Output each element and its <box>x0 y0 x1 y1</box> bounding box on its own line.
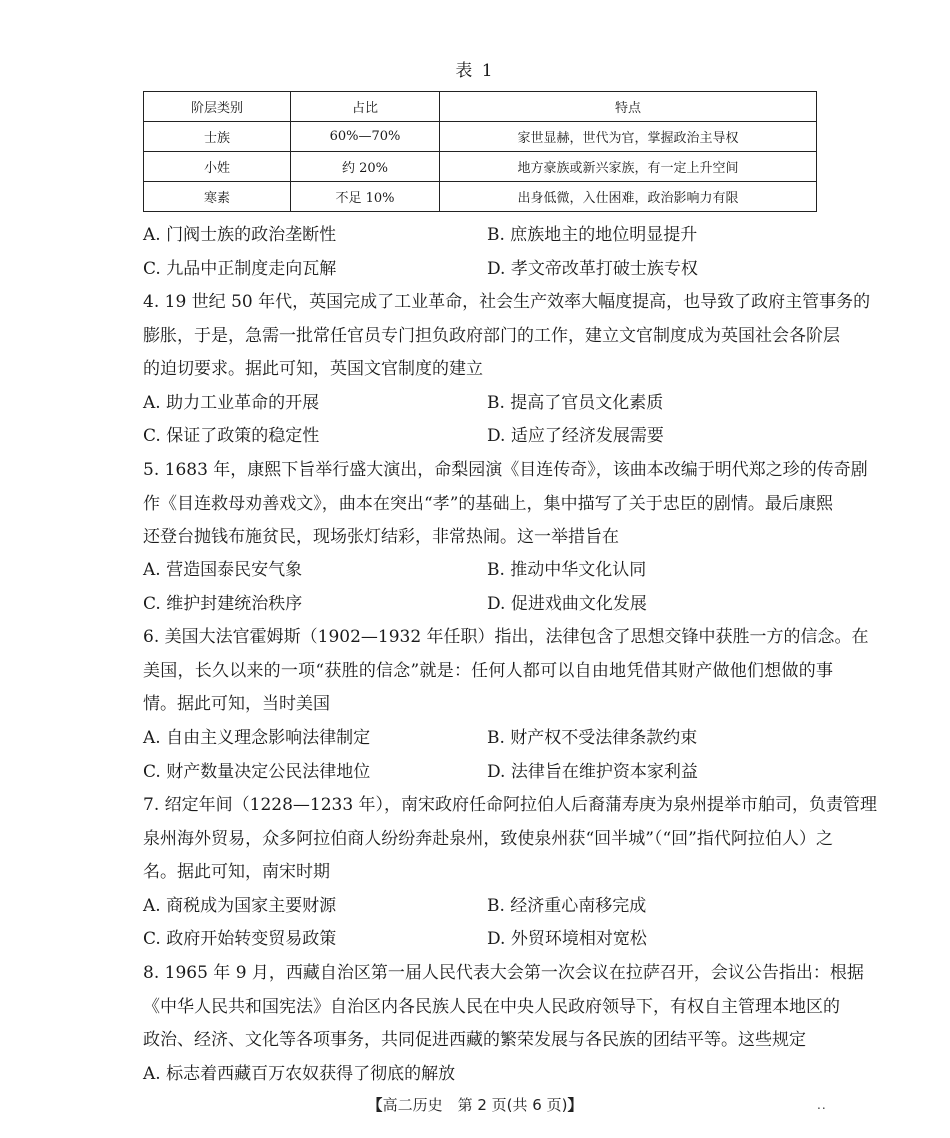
table-cell: 寒素 <box>144 182 291 212</box>
q6-option-c: C. 财产数量决定公民法律地位 <box>143 762 371 782</box>
stem-line: 作《目连救母劝善戏文》，曲本在突出“孝”的基础上，集中描写了关于忠臣的剧情。最后康熙 <box>143 493 833 514</box>
table-cell: 士族 <box>144 122 291 152</box>
table-header-row <box>144 92 817 122</box>
q5-option-b: B. 推动中华文化认同 <box>487 560 647 580</box>
table-row <box>144 152 817 182</box>
table-row <box>144 122 817 152</box>
question-8-stem <box>143 957 864 1058</box>
social-strata-table <box>143 91 817 212</box>
q7-option-d: D. 外贸环境相对宽松 <box>487 929 647 949</box>
q4-option-b: B. 提高了官员文化素质 <box>487 393 664 413</box>
stem-line: 5. 1683 年，康熙下旨举行盛大演出，命梨园演《目连传奇》，该曲本改编于明代郑之珍的传奇剧 <box>143 460 868 480</box>
footer-page-info: 高二历史 第 2 页(共 6 页) <box>382 1096 568 1114</box>
q4-option-a: A. 助力工业革命的开展 <box>143 393 320 413</box>
table-cell: 地方豪族或新兴家族，有一定上升空间 <box>440 152 817 182</box>
footer-left-bracket: 【 <box>367 1096 383 1114</box>
stem-line: 4. 19 世纪 50 年代，英国完成了工业革命，社会生产效率大幅度提高，也导致了政府主管事务的 <box>143 292 871 312</box>
footer-dots: .. <box>817 1098 827 1112</box>
stem-line: 的迫切要求。据此可知，英国文官制度的建立 <box>143 359 483 379</box>
q7-option-b: B. 经济重心南移完成 <box>487 896 647 916</box>
q7-option-a: A. 商税成为国家主要财源 <box>143 896 337 916</box>
stem-line: 8. 1965 年 9 月，西藏自治区第一届人民代表大会第一次会议在拉萨召开，会议公告指出：根据 <box>143 963 864 983</box>
table-cell: 家世显赫，世代为官，掌握政治主导权 <box>440 122 817 152</box>
stem-line: 美国，长久以来的一项“获胜的信念”就是：任何人都可以自由地凭借其财产做他们想做的事 <box>143 660 833 681</box>
question-7-stem <box>143 789 878 890</box>
stem-line: 政治、经济、文化等各项事务，共同促进西藏的繁荣发展与各民族的团结平等。这些规定 <box>143 1030 806 1050</box>
question-4-stem <box>143 286 871 387</box>
stem-line: 泉州海外贸易，众多阿拉伯商人纷纷奔赴泉州，致使泉州获“回半城”（“回”指代阿拉伯人）之 <box>143 828 833 849</box>
table-cell: 不足 10% <box>291 182 440 212</box>
q4-option-c: C. 保证了政策的稳定性 <box>143 426 320 446</box>
stem-line: 7. 绍定年间（1228—1233 年），南宋政府任命阿拉伯人后裔蒲寿庚为泉州提举市舶司，负责管理 <box>143 795 878 815</box>
q3-option-b: B. 庶族地主的地位明显提升 <box>487 225 698 245</box>
table-header-cell: 占比 <box>291 92 440 122</box>
q3-option-d: D. 孝文帝改革打破士族专权 <box>487 259 698 279</box>
stem-line: 情。据此可知，当时美国 <box>143 694 330 714</box>
q6-option-b: B. 财产权不受法律条款约束 <box>487 728 698 748</box>
table-cell: 60%—70% <box>291 122 440 152</box>
table-header-cell: 特点 <box>440 92 817 122</box>
table-cell: 出身低微，入仕困难，政治影响力有限 <box>440 182 817 212</box>
table-header-cell: 阶层类别 <box>144 92 291 122</box>
q8-option-a: A. 标志着西藏百万农奴获得了彻底的解放 <box>143 1064 456 1084</box>
q7-option-c: C. 政府开始转变贸易政策 <box>143 929 337 949</box>
stem-line: 《中华人民共和国宪法》自治区内各民族人民在中央人民政府领导下，有权自主管理本地区的 <box>143 996 840 1017</box>
question-6-stem <box>143 621 869 722</box>
stem-line: 6. 美国大法官霍姆斯（1902—1932 年任职）指出，法律包含了思想交锋中获胜一方的信念。在 <box>143 627 869 647</box>
table-cell: 约 20% <box>291 152 440 182</box>
table-caption: 表 1 <box>455 61 495 81</box>
page-footer <box>0 1094 950 1115</box>
table-row <box>144 182 817 212</box>
footer-right-bracket: 】 <box>567 1096 583 1114</box>
stem-line: 名。据此可知，南宋时期 <box>143 862 330 882</box>
q6-option-a: A. 自由主义理念影响法律制定 <box>143 728 371 748</box>
q5-option-c: C. 维护封建统治秩序 <box>143 594 303 614</box>
q3-option-a: A. 门阀士族的政治垄断性 <box>143 225 337 245</box>
q5-option-a: A. 营造国泰民安气象 <box>143 560 303 580</box>
question-5-stem <box>143 454 868 555</box>
q4-option-d: D. 适应了经济发展需要 <box>487 426 664 446</box>
q5-option-d: D. 促进戏曲文化发展 <box>487 594 647 614</box>
stem-line: 膨胀，于是，急需一批常任官员专门担负政府部门的工作，建立文官制度成为英国社会各阶层 <box>143 325 840 346</box>
q3-option-c: C. 九品中正制度走向瓦解 <box>143 259 337 279</box>
table-cell: 小姓 <box>144 152 291 182</box>
q6-option-d: D. 法律旨在维护资本家利益 <box>487 762 698 782</box>
stem-line: 还登台抛钱布施贫民，现场张灯结彩，非常热闹。这一举措旨在 <box>143 527 619 547</box>
